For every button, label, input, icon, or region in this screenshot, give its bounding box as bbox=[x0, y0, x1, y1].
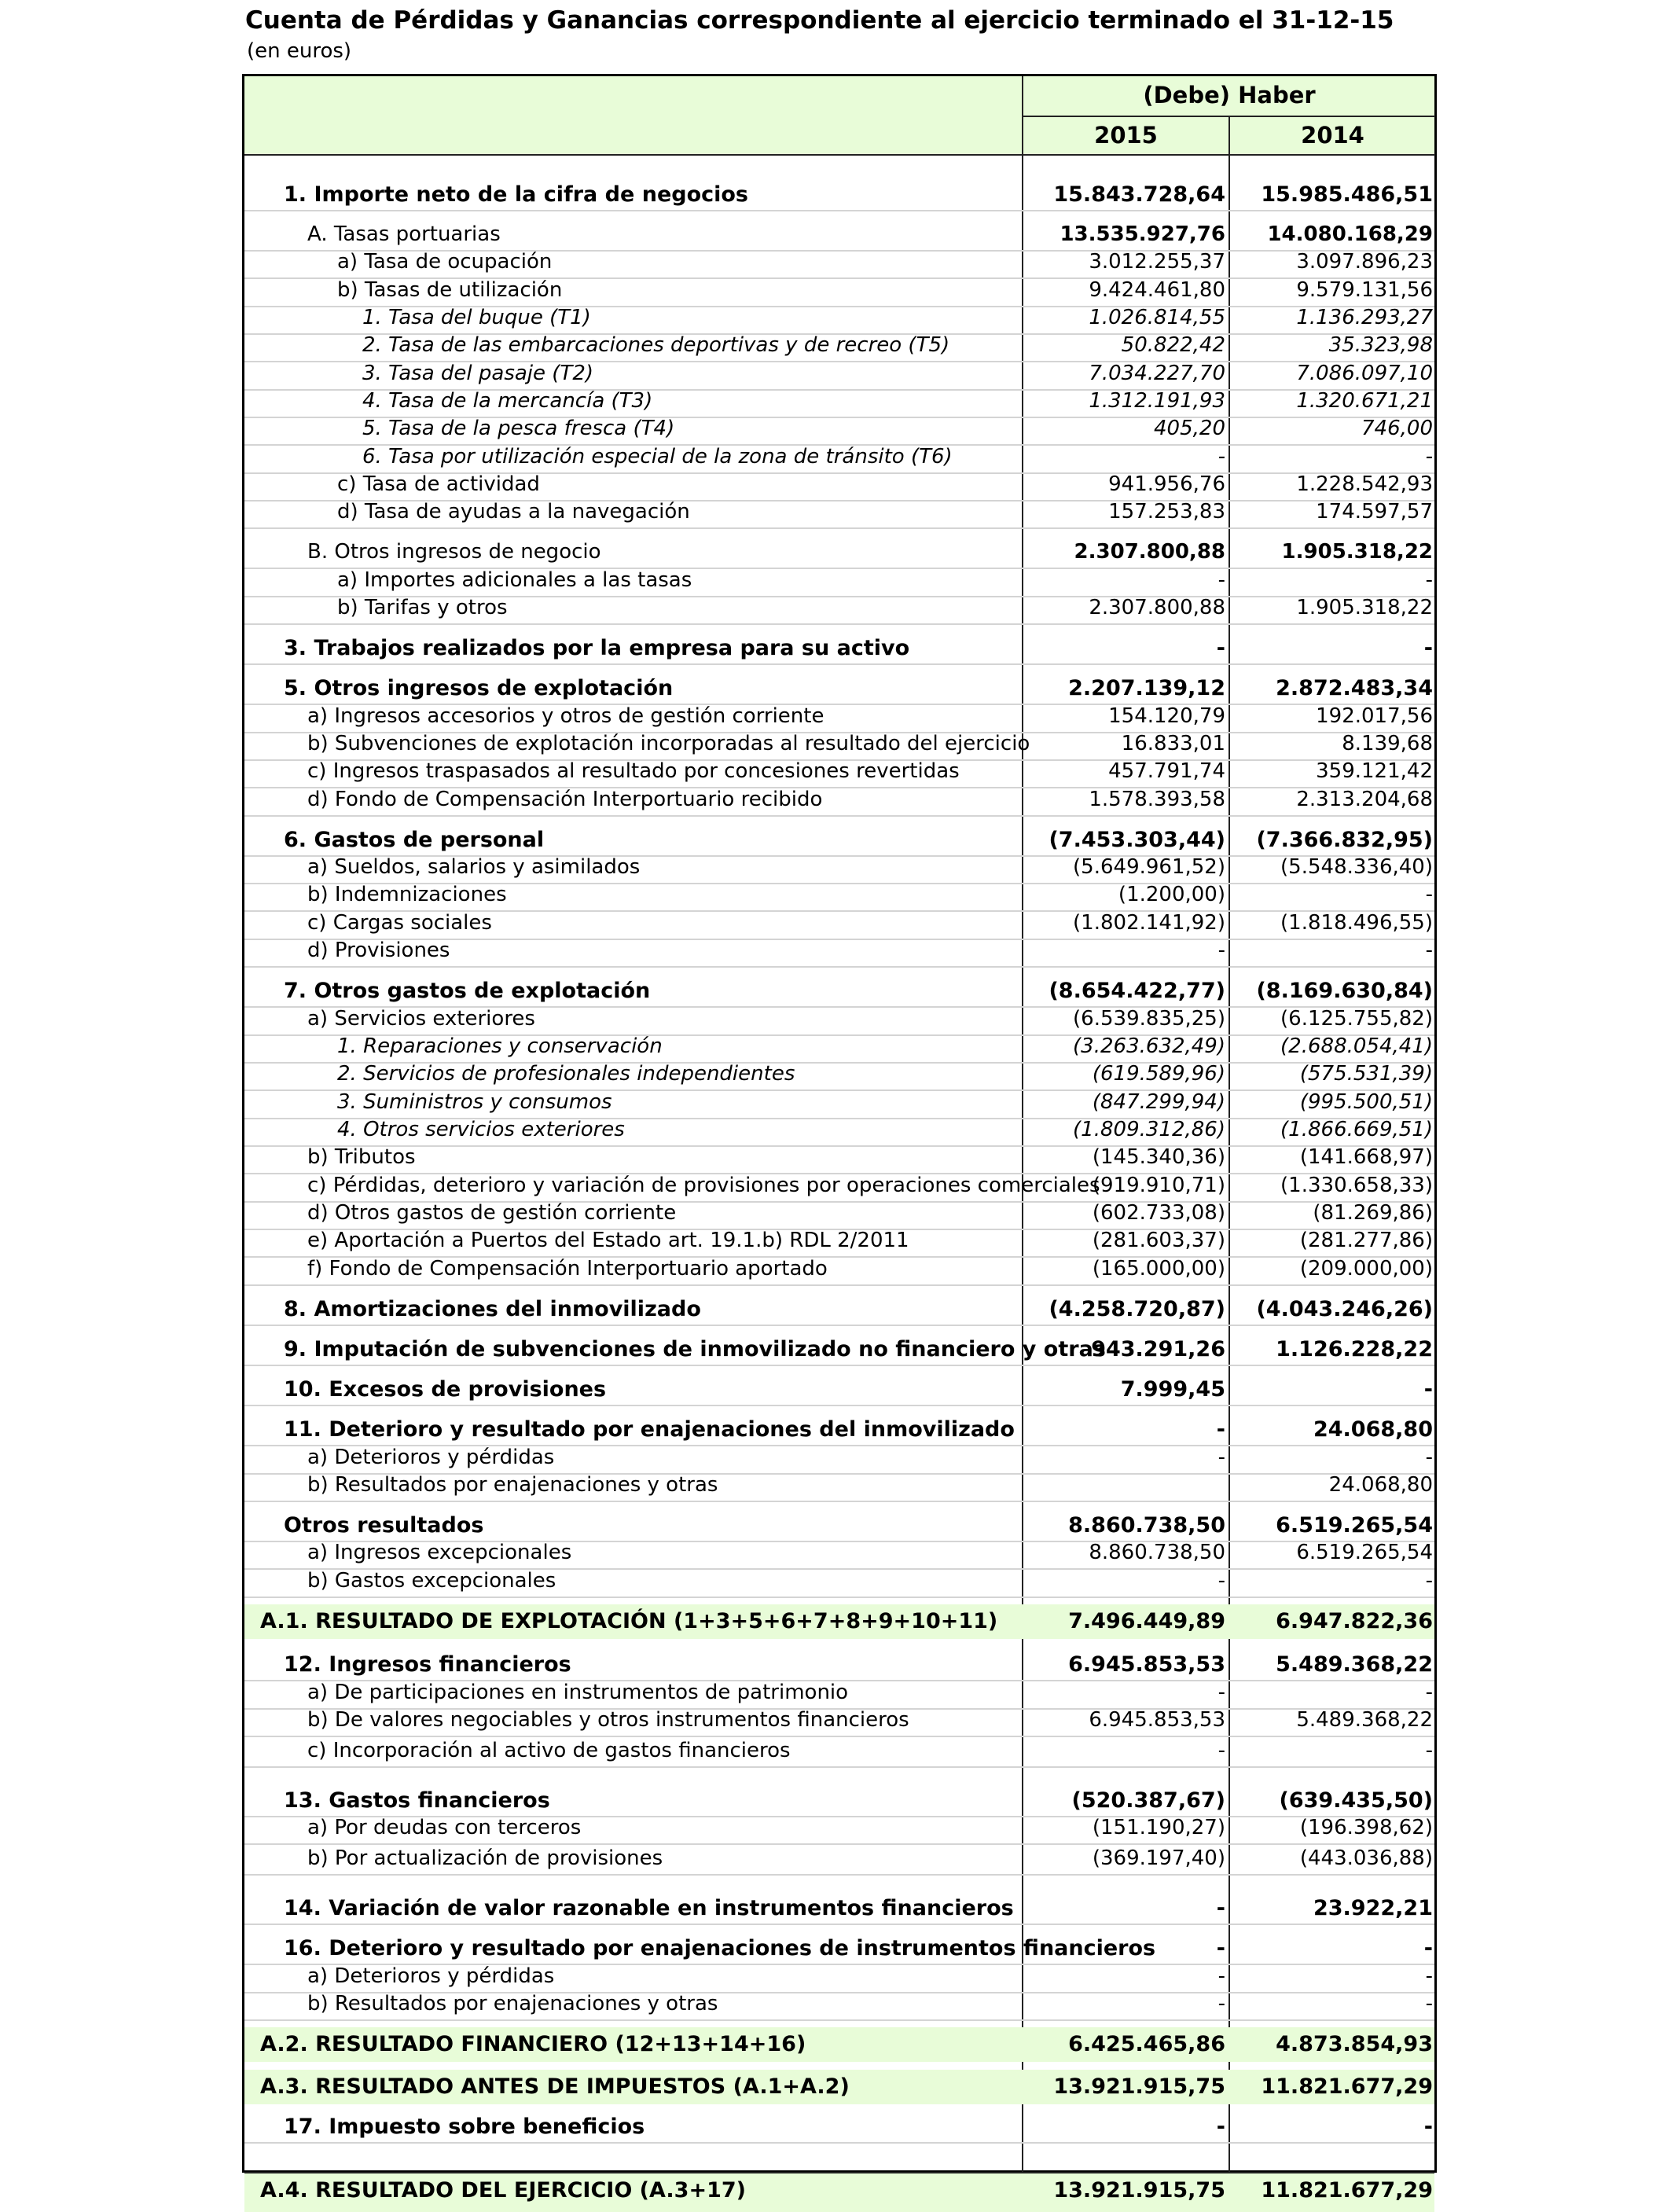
value-2015: 9.424.461,80 bbox=[1089, 278, 1225, 302]
row-separator bbox=[244, 2142, 1434, 2144]
row-label: d) Provisiones bbox=[307, 939, 450, 962]
value-2014: 1.905.318,22 bbox=[1296, 596, 1433, 619]
value-2015: - bbox=[1217, 445, 1225, 468]
row-label: c) Pérdidas, deterioro y variación de provisiones por operaciones comerciales bbox=[307, 1174, 1100, 1197]
row-label: c) Cargas sociales bbox=[307, 911, 492, 935]
value-2014: 4.873.854,93 bbox=[1276, 2032, 1433, 2056]
result-row bbox=[244, 2027, 1434, 2062]
row-label: a) Deterioros y pérdidas bbox=[307, 1446, 555, 1469]
value-2014: 174.597,57 bbox=[1316, 500, 1433, 524]
row-label: 2. Servicios de profesionales independientes bbox=[337, 1062, 795, 1086]
value-2015: (520.387,67) bbox=[1071, 1788, 1225, 1813]
document-title: Cuenta de Pérdidas y Ganancias correspondiente al ejercicio terminado el 31-12-15 bbox=[245, 6, 1394, 35]
table-row bbox=[244, 828, 1434, 854]
value-2014: 3.097.896,23 bbox=[1296, 250, 1433, 274]
row-label: 3. Tasa del pasaje (T2) bbox=[362, 362, 593, 385]
table-row bbox=[244, 704, 1434, 731]
row-label: b) Tasas de utilización bbox=[337, 278, 563, 302]
row-label: 4. Otros servicios exteriores bbox=[337, 1118, 625, 1141]
value-2014: 6.519.265,54 bbox=[1276, 1513, 1433, 1538]
value-2014: - bbox=[1423, 1377, 1433, 1402]
value-2015: 7.496.449,89 bbox=[1068, 1609, 1225, 1633]
value-2014: 2.872.483,34 bbox=[1276, 676, 1433, 700]
value-2014: 23.922,21 bbox=[1313, 1896, 1433, 1920]
row-label: 1. Reparaciones y conservación bbox=[337, 1034, 663, 1058]
column-header-2014: 2014 bbox=[1301, 122, 1364, 149]
table-row bbox=[244, 1174, 1434, 1200]
value-2014: 35.323,98 bbox=[1328, 333, 1433, 357]
value-2014: 1.905.318,22 bbox=[1281, 540, 1433, 564]
value-2014: (575.531,39) bbox=[1299, 1062, 1433, 1086]
value-2015: 941.956,76 bbox=[1108, 472, 1225, 496]
value-2015: - bbox=[1216, 636, 1225, 660]
value-2014: (443.036,88) bbox=[1299, 1846, 1433, 1870]
value-2015: (919.910,71) bbox=[1092, 1174, 1225, 1197]
table-row bbox=[244, 1569, 1434, 1596]
value-2014: (5.548.336,40) bbox=[1280, 855, 1433, 879]
value-2015: (165.000,00) bbox=[1092, 1257, 1225, 1281]
value-2014: - bbox=[1423, 1936, 1433, 1960]
table-row bbox=[244, 250, 1434, 277]
value-2015: 7.999,45 bbox=[1120, 1377, 1225, 1402]
row-label: A.2. RESULTADO FINANCIERO (12+13+14+16) bbox=[260, 2032, 806, 2056]
row-label: c) Tasa de actividad bbox=[337, 472, 540, 496]
row-separator bbox=[244, 2019, 1434, 2021]
table-row bbox=[244, 540, 1434, 567]
column-header-2015: 2015 bbox=[1094, 122, 1158, 149]
value-2015: (602.733,08) bbox=[1092, 1201, 1225, 1225]
row-label: a) Servicios exteriores bbox=[307, 1007, 535, 1031]
table-row bbox=[244, 278, 1434, 305]
value-2015: 3.012.255,37 bbox=[1089, 250, 1225, 274]
value-2014: 6.519.265,54 bbox=[1296, 1541, 1433, 1564]
value-2014: 24.068,80 bbox=[1313, 1417, 1433, 1442]
value-2014: 7.086.097,10 bbox=[1296, 362, 1433, 385]
value-2014: (1.330.658,33) bbox=[1280, 1174, 1433, 1197]
value-2015: 6.945.853,53 bbox=[1068, 1652, 1225, 1677]
table-row bbox=[244, 1964, 1434, 1991]
value-2014: (6.125.755,82) bbox=[1280, 1007, 1433, 1031]
value-2015: 50.822,42 bbox=[1121, 333, 1225, 357]
row-label: 7. Otros gastos de explotación bbox=[284, 979, 651, 1003]
value-2014: 1.136.293,27 bbox=[1296, 306, 1433, 329]
value-2015: (3.263.632,49) bbox=[1073, 1034, 1225, 1058]
value-2015: 1.578.393,58 bbox=[1089, 788, 1225, 811]
row-label: 8. Amortizaciones del inmovilizado bbox=[284, 1297, 701, 1321]
row-separator bbox=[244, 1325, 1434, 1326]
row-label: a) Ingresos excepcionales bbox=[307, 1541, 572, 1564]
row-label: B. Otros ingresos de negocio bbox=[307, 540, 601, 564]
result-row bbox=[244, 2173, 1434, 2212]
value-2014: 6.947.822,36 bbox=[1276, 1609, 1433, 1633]
row-label: 5. Tasa de la pesca fresca (T4) bbox=[362, 417, 675, 440]
row-label: b) Por actualización de provisiones bbox=[307, 1846, 663, 1870]
row-separator bbox=[244, 1843, 1434, 1845]
row-label: b) Tributos bbox=[307, 1145, 416, 1169]
value-2014: 2.313.204,68 bbox=[1296, 788, 1433, 811]
table-row bbox=[244, 1896, 1434, 1923]
table-row bbox=[244, 1090, 1434, 1117]
row-separator bbox=[244, 1284, 1434, 1286]
value-2015: (7.453.303,44) bbox=[1049, 828, 1225, 852]
value-2015: 13.535.927,76 bbox=[1060, 222, 1225, 246]
value-2015: - bbox=[1216, 1896, 1225, 1920]
value-2014: 192.017,56 bbox=[1316, 704, 1433, 728]
row-label: 13. Gastos financieros bbox=[284, 1788, 550, 1813]
value-2014: (7.366.832,95) bbox=[1256, 828, 1433, 852]
value-2014: 24.068,80 bbox=[1328, 1473, 1433, 1497]
table-row bbox=[244, 1816, 1434, 1843]
row-label: A. Tasas portuarias bbox=[307, 222, 501, 246]
value-2014: (281.277,86) bbox=[1299, 1229, 1433, 1252]
table-row bbox=[244, 911, 1434, 938]
value-2014: - bbox=[1425, 1446, 1433, 1469]
header-divider bbox=[1022, 116, 1435, 117]
value-2014: - bbox=[1425, 1681, 1433, 1704]
table-row bbox=[244, 306, 1434, 333]
value-2015: 8.860.738,50 bbox=[1068, 1513, 1225, 1538]
value-2014: (995.500,51) bbox=[1299, 1090, 1433, 1114]
row-separator bbox=[244, 623, 1434, 625]
value-2015: - bbox=[1217, 1964, 1225, 1988]
table-row bbox=[244, 1936, 1434, 1963]
value-2014: 746,00 bbox=[1361, 417, 1433, 440]
value-2015: (369.197,40) bbox=[1092, 1846, 1225, 1870]
value-2014: (1.818.496,55) bbox=[1280, 911, 1433, 935]
value-2014: - bbox=[1423, 2115, 1433, 2139]
debe-haber-header: (Debe) Haber bbox=[1143, 82, 1316, 108]
row-label: 9. Imputación de subvenciones de inmovilizado no financiero y otras bbox=[284, 1337, 1106, 1361]
row-label: b) De valores negociables y otros instrumentos financieros bbox=[307, 1708, 909, 1732]
table-row bbox=[244, 568, 1434, 595]
row-label: e) Aportación a Puertos del Estado art. 19.1.b) RDL 2/2011 bbox=[307, 1229, 909, 1252]
value-2015: 7.034.227,70 bbox=[1089, 362, 1225, 385]
table-row bbox=[244, 1708, 1434, 1735]
value-2014: 5.489.368,22 bbox=[1296, 1708, 1433, 1732]
row-label: a) De participaciones en instrumentos de patrimonio bbox=[307, 1681, 849, 1704]
row-label: 17. Impuesto sobre beneficios bbox=[284, 2115, 645, 2139]
row-label: 12. Ingresos financieros bbox=[284, 1652, 571, 1677]
row-label: a) Por deudas con terceros bbox=[307, 1816, 582, 1839]
value-2015: 13.921.915,75 bbox=[1053, 2074, 1225, 2099]
value-2015: 15.843.728,64 bbox=[1053, 182, 1225, 207]
row-label: 3. Suministros y consumos bbox=[337, 1090, 612, 1114]
row-label: 2. Tasa de las embarcaciones deportivas y de recreo (T5) bbox=[362, 333, 950, 357]
value-2015: - bbox=[1216, 1936, 1225, 1960]
value-2015: - bbox=[1217, 568, 1225, 592]
value-2014: - bbox=[1425, 883, 1433, 906]
value-2014: 5.489.368,22 bbox=[1276, 1652, 1433, 1677]
table-row bbox=[244, 389, 1434, 416]
value-2014: (8.169.630,84) bbox=[1256, 979, 1433, 1003]
value-2014: - bbox=[1423, 636, 1433, 660]
row-label: b) Gastos excepcionales bbox=[307, 1569, 556, 1593]
value-2015: (5.649.961,52) bbox=[1073, 855, 1225, 879]
value-2015: 1.312.191,93 bbox=[1089, 389, 1225, 413]
row-label: 1. Tasa del buque (T1) bbox=[362, 306, 591, 329]
table-row bbox=[244, 1541, 1434, 1567]
row-label: b) Tarifas y otros bbox=[337, 596, 508, 619]
table-row bbox=[244, 1446, 1434, 1472]
row-separator bbox=[244, 1924, 1434, 1925]
row-label: c) Ingresos traspasados al resultado por concesiones revertidas bbox=[307, 759, 960, 783]
row-separator bbox=[244, 815, 1434, 817]
row-separator bbox=[244, 1597, 1434, 1598]
table-row bbox=[244, 1377, 1434, 1404]
table-row bbox=[244, 1652, 1434, 1679]
value-2015: (619.589,96) bbox=[1092, 1062, 1225, 1086]
table-row bbox=[244, 1513, 1434, 1540]
row-separator bbox=[244, 1365, 1434, 1366]
value-2015: (8.654.422,77) bbox=[1049, 979, 1225, 1003]
table-row bbox=[244, 1229, 1434, 1255]
table-row bbox=[244, 979, 1434, 1005]
value-2014: - bbox=[1425, 445, 1433, 468]
value-2014: - bbox=[1425, 1992, 1433, 2015]
row-label: A.1. RESULTADO DE EXPLOTACIÓN (1+3+5+6+7+8+9+10+11) bbox=[260, 1609, 998, 1633]
row-label: f) Fondo de Compensación Interportuario aportado bbox=[307, 1257, 828, 1281]
value-2014: (2.688.054,41) bbox=[1280, 1034, 1433, 1058]
result-row bbox=[244, 1604, 1434, 1639]
value-2014: - bbox=[1425, 568, 1433, 592]
value-2015: 2.307.800,88 bbox=[1074, 540, 1225, 564]
value-2015: - bbox=[1217, 939, 1225, 962]
table-row bbox=[244, 1145, 1434, 1172]
value-2015: (6.539.835,25) bbox=[1073, 1007, 1225, 1031]
value-2015: 2.207.139,12 bbox=[1068, 676, 1225, 700]
row-separator bbox=[244, 966, 1434, 968]
row-label: 16. Deterioro y resultado por enajenaciones de instrumentos financieros bbox=[284, 1936, 1156, 1960]
value-2015: 154.120,79 bbox=[1108, 704, 1225, 728]
row-separator bbox=[244, 1766, 1434, 1768]
value-2014: - bbox=[1425, 1739, 1433, 1762]
value-2015: 13.921.915,75 bbox=[1053, 2178, 1225, 2203]
row-label: 4. Tasa de la mercancía (T3) bbox=[362, 389, 653, 413]
row-label: a) Tasa de ocupación bbox=[337, 250, 553, 274]
value-2014: - bbox=[1425, 939, 1433, 962]
table-row bbox=[244, 1846, 1434, 1873]
value-2015: - bbox=[1216, 1417, 1225, 1442]
row-label: c) Incorporación al activo de gastos financieros bbox=[307, 1739, 791, 1762]
value-2015: (1.802.141,92) bbox=[1073, 911, 1225, 935]
table-row bbox=[244, 759, 1434, 786]
row-label: b) Subvenciones de explotación incorporadas al resultado del ejercicio bbox=[307, 732, 1030, 755]
row-separator bbox=[244, 1874, 1434, 1876]
value-2015: - bbox=[1217, 1739, 1225, 1762]
value-2014: 14.080.168,29 bbox=[1267, 222, 1433, 246]
value-2015: (1.200,00) bbox=[1118, 883, 1225, 906]
row-label: 1. Importe neto de la cifra de negocios bbox=[284, 182, 749, 207]
value-2015: (847.299,94) bbox=[1092, 1090, 1225, 1114]
value-2015: (145.340,36) bbox=[1092, 1145, 1225, 1169]
value-2014: - bbox=[1425, 1964, 1433, 1988]
row-separator bbox=[244, 210, 1434, 211]
row-label: A.3. RESULTADO ANTES DE IMPUESTOS (A.1+A.2) bbox=[260, 2074, 850, 2099]
value-2015: 16.833,01 bbox=[1121, 732, 1225, 755]
table-row bbox=[244, 417, 1434, 443]
value-2015: - bbox=[1217, 1681, 1225, 1704]
row-separator bbox=[244, 1405, 1434, 1406]
value-2014: (141.668,97) bbox=[1299, 1145, 1433, 1169]
value-2015: (281.603,37) bbox=[1092, 1229, 1225, 1252]
table-row bbox=[244, 1788, 1434, 1815]
row-label: Otros resultados bbox=[284, 1513, 484, 1538]
result-row bbox=[244, 2070, 1434, 2104]
table-row bbox=[244, 939, 1434, 965]
total-separator bbox=[244, 2172, 1434, 2173]
table-row bbox=[244, 1337, 1434, 1364]
value-2014: 11.821.677,29 bbox=[1261, 2178, 1433, 2203]
table-row bbox=[244, 788, 1434, 814]
table-row bbox=[244, 636, 1434, 663]
value-2014: (81.269,86) bbox=[1313, 1201, 1433, 1225]
table-row bbox=[244, 1062, 1434, 1089]
value-2015: 943.291,26 bbox=[1091, 1337, 1225, 1361]
value-2015: 2.307.800,88 bbox=[1089, 596, 1225, 619]
table-row bbox=[244, 1257, 1434, 1284]
row-label: a) Importes adicionales a las tasas bbox=[337, 568, 692, 592]
table-row bbox=[244, 732, 1434, 759]
row-label: d) Fondo de Compensación Interportuario recibido bbox=[307, 788, 823, 811]
table-row bbox=[244, 1992, 1434, 2019]
value-2014: 8.139,68 bbox=[1342, 732, 1433, 755]
table-row bbox=[244, 1034, 1434, 1061]
table-row bbox=[244, 222, 1434, 249]
table-row bbox=[244, 855, 1434, 882]
value-2014: 15.985.486,51 bbox=[1261, 182, 1433, 207]
table-row bbox=[244, 445, 1434, 472]
value-2014: (639.435,50) bbox=[1279, 1788, 1433, 1813]
table-row bbox=[244, 1417, 1434, 1444]
row-label: 3. Trabajos realizados por la empresa para su activo bbox=[284, 636, 910, 660]
table-row bbox=[244, 1473, 1434, 1500]
table-row bbox=[244, 1118, 1434, 1145]
row-label: a) Ingresos accesorios y otros de gestión corriente bbox=[307, 704, 824, 728]
table-row bbox=[244, 472, 1434, 499]
table-row bbox=[244, 1681, 1434, 1707]
row-label: 6. Tasa por utilización especial de la zona de tránsito (T6) bbox=[362, 445, 953, 468]
row-label: b) Indemnizaciones bbox=[307, 883, 507, 906]
value-2015: 1.026.814,55 bbox=[1089, 306, 1225, 329]
row-label: d) Tasa de ayudas a la navegación bbox=[337, 500, 690, 524]
table-row bbox=[244, 883, 1434, 909]
value-2014: (196.398,62) bbox=[1299, 1816, 1433, 1839]
row-label: d) Otros gastos de gestión corriente bbox=[307, 1201, 677, 1225]
value-2015: 157.253,83 bbox=[1108, 500, 1225, 524]
row-separator bbox=[244, 663, 1434, 665]
value-2014: 9.579.131,56 bbox=[1296, 278, 1433, 302]
table-row bbox=[244, 333, 1434, 360]
units-note: (en euros) bbox=[247, 39, 352, 63]
value-2014: 1.228.542,93 bbox=[1296, 472, 1433, 496]
row-separator bbox=[244, 1501, 1434, 1502]
table-row bbox=[244, 1739, 1434, 1766]
row-label: 10. Excesos de provisiones bbox=[284, 1377, 607, 1402]
table-row bbox=[244, 362, 1434, 388]
value-2014: 1.126.228,22 bbox=[1276, 1337, 1433, 1361]
row-label: b) Resultados por enajenaciones y otras bbox=[307, 1473, 718, 1497]
value-2015: - bbox=[1216, 2115, 1225, 2139]
table-row bbox=[244, 182, 1434, 209]
value-2015: - bbox=[1217, 1446, 1225, 1469]
row-label: a) Sueldos, salarios y asimilados bbox=[307, 855, 641, 879]
table-row bbox=[244, 1201, 1434, 1228]
row-label: 6. Gastos de personal bbox=[284, 828, 545, 852]
value-2015: 8.860.738,50 bbox=[1089, 1541, 1225, 1564]
value-2015: 6.425.465,86 bbox=[1068, 2032, 1225, 2056]
table-row bbox=[244, 500, 1434, 527]
row-label: b) Resultados por enajenaciones y otras bbox=[307, 1992, 718, 2015]
value-2015: (4.258.720,87) bbox=[1049, 1297, 1225, 1321]
row-label: 11. Deterioro y resultado por enajenaciones del inmovilizado bbox=[284, 1417, 1015, 1442]
value-2014: (209.000,00) bbox=[1299, 1257, 1433, 1281]
table-row bbox=[244, 596, 1434, 623]
value-2014: - bbox=[1425, 1569, 1433, 1593]
value-2014: 359.121,42 bbox=[1316, 759, 1433, 783]
header-divider bbox=[244, 154, 1435, 156]
table-row bbox=[244, 1007, 1434, 1034]
row-separator bbox=[244, 1736, 1434, 1737]
value-2015: - bbox=[1217, 1569, 1225, 1593]
value-2014: 1.320.671,21 bbox=[1296, 389, 1433, 413]
value-2015: 457.791,74 bbox=[1108, 759, 1225, 783]
table-row bbox=[244, 676, 1434, 703]
row-label: a) Deterioros y pérdidas bbox=[307, 1964, 555, 1988]
value-2014: 11.821.677,29 bbox=[1261, 2074, 1433, 2099]
value-2015: (151.190,27) bbox=[1092, 1816, 1225, 1839]
row-label: A.4. RESULTADO DEL EJERCICIO (A.3+17) bbox=[260, 2178, 746, 2203]
table-row bbox=[244, 1297, 1434, 1324]
value-2015: 405,20 bbox=[1154, 417, 1225, 440]
value-2014: (1.866.669,51) bbox=[1280, 1118, 1433, 1141]
row-separator bbox=[244, 527, 1434, 529]
value-2015: (1.809.312,86) bbox=[1073, 1118, 1225, 1141]
value-2015: - bbox=[1217, 1992, 1225, 2015]
row-label: 5. Otros ingresos de explotación bbox=[284, 676, 674, 700]
value-2014: (4.043.246,26) bbox=[1256, 1297, 1433, 1321]
row-label: 14. Variación de valor razonable en instrumentos financieros bbox=[284, 1896, 1014, 1920]
value-2015: 6.945.853,53 bbox=[1089, 1708, 1225, 1732]
table-row bbox=[244, 2115, 1434, 2141]
